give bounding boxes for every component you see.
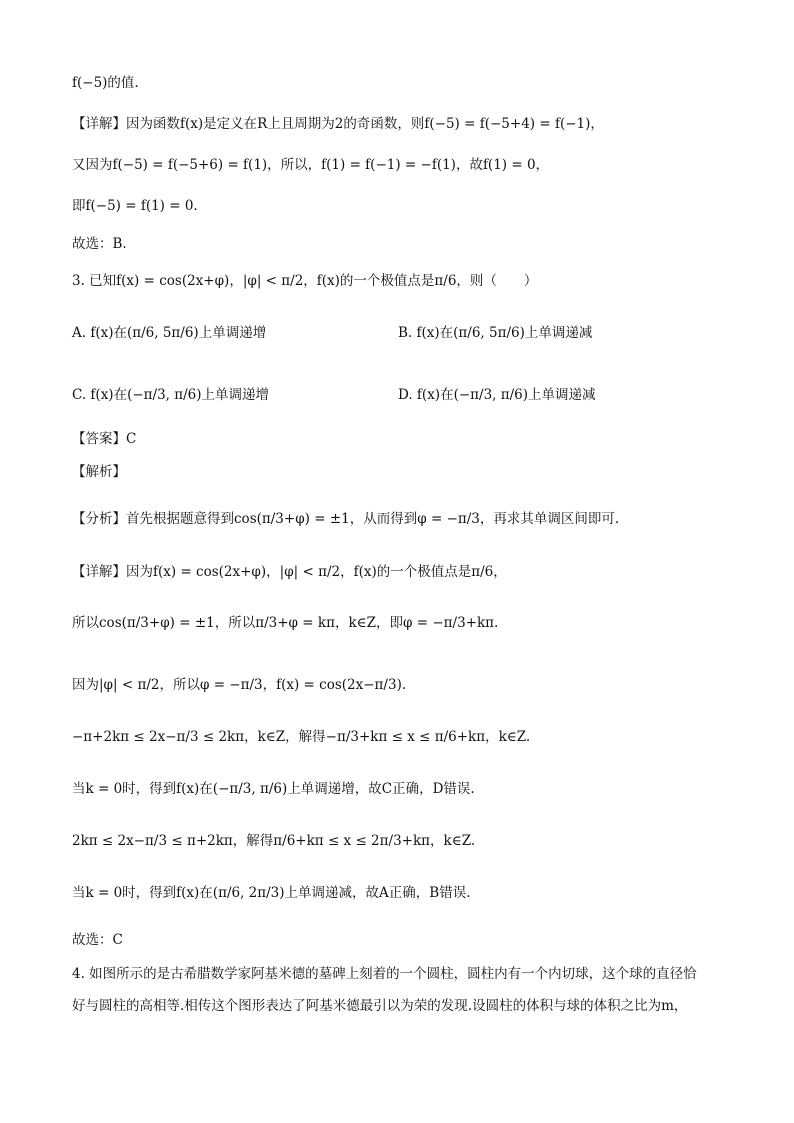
detail-q3-line-3: 因为|φ| < π/2，所以φ = −π/3，f(x) = cos(2x−π/3). bbox=[72, 677, 407, 693]
question-4-line-1: 4. 如图所示的是古希腊数学家阿基米德的墓碑上刻着的一个圆柱，圆柱内有一个内切球，这个球的直径恰 bbox=[72, 966, 697, 982]
detail-q3-line-5: 当k = 0时，得到f(x)在(−π/3, π/6)上单调递增，故C正确，D错误. bbox=[72, 781, 475, 797]
option-c: C. f(x)在(−π/3, π/6)上单调递增 bbox=[72, 387, 270, 403]
question-3-stem: 3. 已知f(x) = cos(2x+φ)，|φ| < π/2，f(x)的一个极值点是π/6，则（ ） bbox=[72, 273, 538, 289]
answer-label: 【答案】C bbox=[72, 431, 137, 447]
detail-line-1: 【详解】因为函数f(x)是定义在R上且周期为2的奇函数，则f(−5) = f(−5+4) = f(−1)， bbox=[72, 116, 604, 132]
detail-q3-line-7: 当k = 0时，得到f(x)在(π/6, 2π/3)上单调递减，故A正确，B错误. bbox=[72, 885, 471, 901]
option-a: A. f(x)在(π/6, 5π/6)上单调递增 bbox=[72, 325, 267, 341]
detail-q3-line-2: 所以cos(π/3+φ) = ±1，所以π/3+φ = kπ，k∈Z，即φ = −π/3+kπ. bbox=[72, 615, 499, 631]
question-4-line-2: 好与圆柱的高相等.相传这个图形表达了阿基米德最引以为荣的发现.设圆柱的体积与球的体积之比为m， bbox=[72, 998, 688, 1014]
analysis-line: 【分析】首先根据题意得到cos(π/3+φ) = ±1，从而得到φ = −π/3，再求其单调区间即可. bbox=[72, 511, 620, 527]
option-d: D. f(x)在(−π/3, π/6)上单调递减 bbox=[398, 387, 596, 403]
detail-q3-line-4: −π+2kπ ≤ 2x−π/3 ≤ 2kπ，k∈Z，解得−π/3+kπ ≤ x ≤ π/6+kπ，k∈Z. bbox=[72, 729, 531, 745]
answer-choice-line: 故选：B. bbox=[72, 236, 127, 252]
option-b: B. f(x)在(π/6, 5π/6)上单调递减 bbox=[398, 325, 593, 341]
detail-line-2: 又因为f(−5) = f(−5+6) = f(1)，所以，f(1) = f(−1) = −f(1)，故f(1) = 0， bbox=[72, 157, 550, 173]
answer-choice-q3: 故选：C bbox=[72, 932, 123, 948]
detail-q3-line-6: 2kπ ≤ 2x−π/3 ≤ π+2kπ，解得π/6+kπ ≤ x ≤ 2π/3+kπ，k∈Z. bbox=[72, 833, 476, 849]
detail-q3-line-1: 【详解】因为f(x) = cos(2x+φ)，|φ| < π/2，f(x)的一个极值点是π/6， bbox=[72, 564, 507, 580]
detail-line-3: 即f(−5) = f(1) = 0. bbox=[72, 198, 198, 214]
analysis-label: 【解析】 bbox=[72, 464, 126, 480]
text-line-1: f(−5)的值. bbox=[72, 75, 139, 91]
